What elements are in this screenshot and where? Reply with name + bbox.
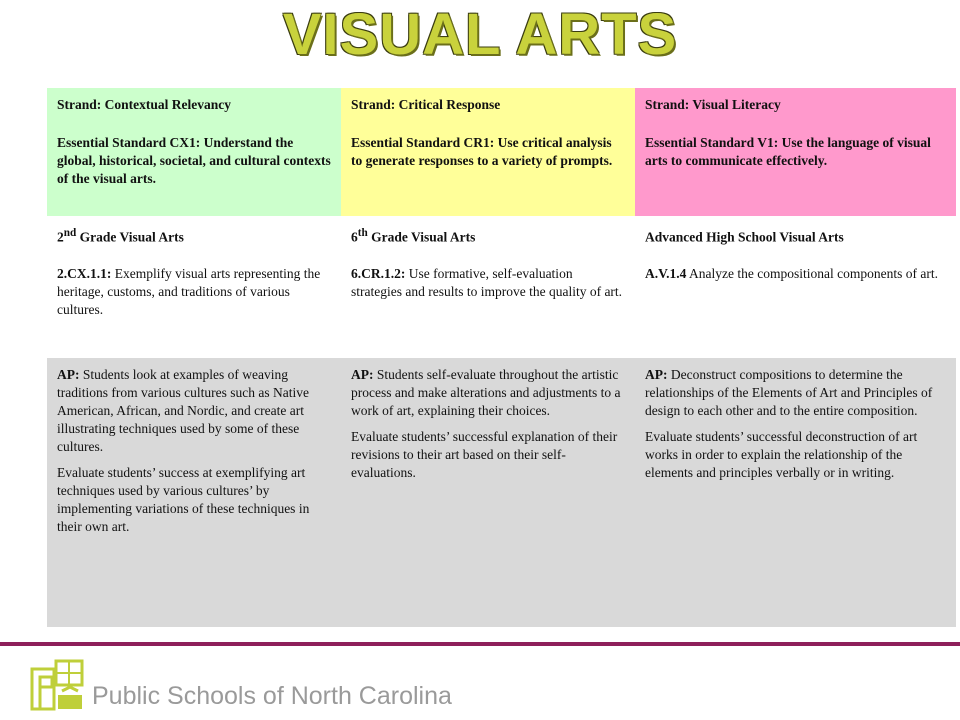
assessment-cell-3 xyxy=(635,358,956,627)
evaluation-text: Evaluate students’ success at exemplifying art techniques used by various cultures’ by implementing variations of these techniques in their own art. xyxy=(57,465,310,534)
footer xyxy=(30,654,452,714)
clarifying-objective: A.V.1.4 Analyze the compositional components of art. xyxy=(645,265,938,281)
strand-row xyxy=(47,88,956,216)
nc-dpi-logo-icon xyxy=(30,655,86,713)
strand-cell-critical xyxy=(341,88,635,216)
assessment-prototype: AP: Students look at examples of weaving traditions from various cultures such as Native American, African, and Nordic, and create art illustrating techniques used by some of these cultures. xyxy=(57,367,309,454)
clarifying-objective: 6.CR.1.2: Use formative, self-evaluation strategies and results to improve the quality of art. xyxy=(351,265,623,299)
assessment-prototype: AP: Students self-evaluate throughout the artistic process and make alterations and adjustments to a work of art, explaining their choices. xyxy=(351,367,621,418)
strand-cell-contextual xyxy=(47,88,341,216)
evaluation-text: Evaluate students’ successful deconstruction of art works in order to explain the relationship of the elements and principles verbally or in writing. xyxy=(645,429,918,480)
grade-cell-6th xyxy=(341,216,635,358)
grade-label: 6th Grade Visual Arts xyxy=(351,227,476,245)
assessment-cell-1 xyxy=(47,358,341,627)
grade-label: 2nd Grade Visual Arts xyxy=(57,227,184,245)
strand-label: Strand: Contextual Relevancy xyxy=(57,97,231,112)
footer-divider xyxy=(0,642,960,646)
assessment-prototype: AP: Deconstruct compositions to determine the relationships of the Elements of Art and Principles of design to each other and to the entire composition. xyxy=(645,367,933,418)
organization-name: Public Schools of North Carolina xyxy=(92,681,452,710)
standards-table xyxy=(47,88,956,627)
grade-row xyxy=(47,216,956,358)
page-title: VISUAL ARTS xyxy=(282,2,678,67)
grade-label: Advanced High School Visual Arts xyxy=(645,229,844,245)
essential-standard: Essential Standard CX1: Understand the global, historical, societal, and cultural contexts of the visual arts. xyxy=(57,135,331,186)
assessment-row xyxy=(47,358,956,627)
essential-standard: Essential Standard CR1: Use critical analysis to generate responses to a variety of prompts. xyxy=(351,135,613,168)
evaluation-text: Evaluate students’ successful explanation of their revisions to their art based on their self-evaluations. xyxy=(351,429,618,480)
strand-label: Strand: Critical Response xyxy=(351,97,501,112)
assessment-cell-2 xyxy=(341,358,635,627)
strand-label: Strand: Visual Literacy xyxy=(645,97,781,112)
strand-cell-literacy xyxy=(635,88,956,216)
clarifying-objective: 2.CX.1.1: Exemplify visual arts representing the heritage, customs, and traditions of various cultures. xyxy=(57,265,321,317)
grade-cell-2nd xyxy=(47,216,341,358)
essential-standard: Essential Standard V1: Use the language of visual arts to communicate effectively. xyxy=(645,135,931,168)
grade-cell-advanced xyxy=(635,216,956,358)
